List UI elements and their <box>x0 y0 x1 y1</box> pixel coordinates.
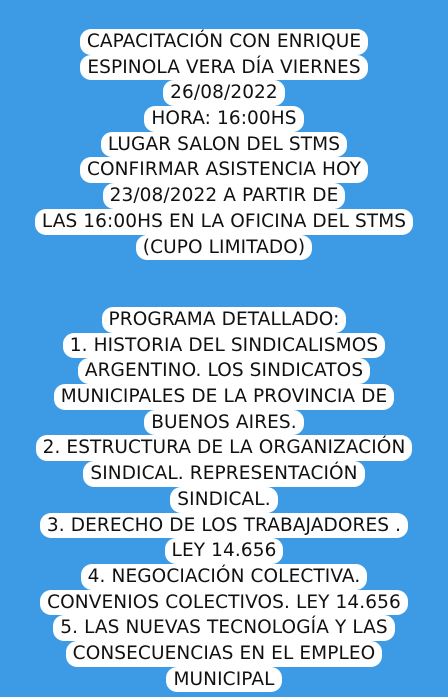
program-line: BUENOS AIRES. <box>144 410 304 436</box>
announcement-line: 26/08/2022 <box>163 80 285 106</box>
program-line: 5. LAS NUEVAS TECNOLOGÍA Y LAS <box>53 615 395 641</box>
program-line: CONVENIOS COLECTIVOS. LEY 14.656 <box>40 590 408 616</box>
program-line: SINDICAL. REPRESENTACIÓN <box>83 461 364 487</box>
announcement-line: CONFIRMAR ASISTENCIA HOY <box>80 157 368 183</box>
announcement-line: LAS 16:00HS EN LA OFICINA DEL STMS <box>35 209 413 235</box>
program-block <box>0 307 448 692</box>
announcement-line: 23/08/2022 A PARTIR DE <box>103 183 346 209</box>
program-line: 1. HISTORIA DEL SINDICALISMOS <box>63 333 385 359</box>
announcement-line: LUGAR SALON DEL STMS <box>101 132 347 158</box>
program-line: LEY 14.656 <box>165 538 284 564</box>
program-line: 4. NEGOCIACIÓN COLECTIVA. <box>81 564 368 590</box>
announcement-line: CAPACITACIÓN CON ENRIQUE <box>80 29 368 55</box>
program-line: 3. DERECHO DE LOS TRABAJADORES . <box>40 513 408 539</box>
announcement-line: (CUPO LIMITADO) <box>136 235 313 261</box>
announcement-line: HORA: 16:00HS <box>144 106 303 132</box>
program-line: ARGENTINO. LOS SINDICATOS <box>78 358 370 384</box>
program-line: SINDICAL. <box>170 487 277 513</box>
program-line: CONSECUENCIAS EN EL EMPLEO <box>66 641 383 667</box>
announcement-line: ESPINOLA VERA DÍA VIERNES <box>80 55 367 81</box>
program-line: MUNICIPAL <box>166 667 281 693</box>
program-line: MUNICIPALES DE LA PROVINCIA DE <box>54 384 395 410</box>
program-line: 2. ESTRUCTURA DE LA ORGANIZACIÓN <box>36 435 413 461</box>
program-title: PROGRAMA DETALLADO: <box>102 307 347 333</box>
announcement-block <box>0 29 448 260</box>
